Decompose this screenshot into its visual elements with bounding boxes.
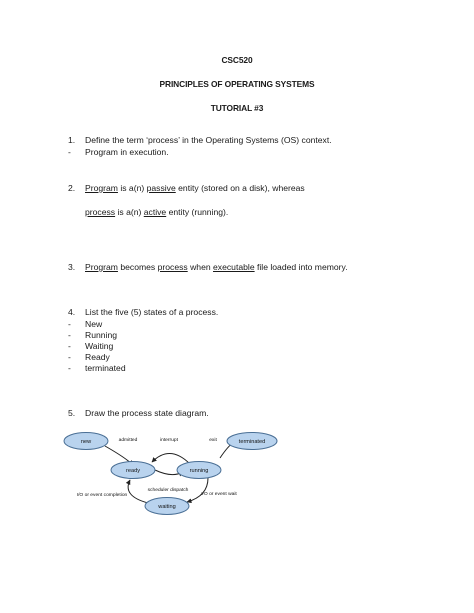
- label-interrupt: interrupt: [160, 438, 178, 443]
- q2-text-1: is a(n): [117, 183, 147, 193]
- state-label-ready: ready: [126, 468, 140, 474]
- state-item-new: New: [85, 319, 103, 329]
- label-admitted: admitted: [118, 438, 138, 443]
- arrow-interrupt: [152, 453, 190, 464]
- q3-number: 3.: [68, 262, 76, 272]
- state-item-ready: Ready: [85, 352, 110, 362]
- tutorial-title: TUTORIAL #3: [210, 103, 264, 113]
- q3-word-program: Program: [85, 262, 118, 272]
- state-label-terminated: terminated: [238, 439, 266, 445]
- arrow-io-wait: [187, 478, 208, 502]
- label-exit: exit: [209, 438, 217, 443]
- state-item-running: Running: [85, 330, 118, 340]
- label-io-completion: I/O or event completion: [76, 493, 128, 498]
- label-scheduler-dispatch: scheduler dispatch: [147, 488, 189, 493]
- q4-bullet: -: [68, 330, 71, 340]
- state-item-waiting: Waiting: [85, 341, 114, 351]
- arrow-io-completion: [128, 480, 148, 503]
- q5-number: 5.: [68, 408, 76, 418]
- q5-question: Draw the process state diagram.: [85, 408, 209, 418]
- q1-number: 1.: [68, 135, 76, 145]
- q3-word-executable: executable: [213, 262, 255, 272]
- q2-word-program: Program: [85, 183, 118, 193]
- course-code: CSC520: [221, 55, 253, 65]
- state-label-running: running: [189, 468, 209, 474]
- q2-text-3: is a(n): [115, 207, 144, 217]
- state-label-new: new: [80, 439, 92, 445]
- q2-word-process: process: [85, 207, 116, 217]
- q4-bullet: -: [68, 341, 71, 351]
- q3-text-3: file loaded into memory.: [254, 262, 348, 272]
- q1-answer: Program in execution.: [85, 147, 169, 157]
- q1-bullet: -: [68, 147, 71, 157]
- label-io-wait: I/O or event wait: [201, 492, 237, 497]
- state-item-terminated: terminated: [85, 363, 126, 373]
- q4-question: List the five (5) states of a process.: [85, 307, 219, 317]
- q4-bullet: -: [68, 319, 71, 329]
- q2-text-4: entity (running).: [166, 207, 229, 217]
- course-title: PRINCIPLES OF OPERATING SYSTEMS: [159, 79, 315, 89]
- q3-text-2: when: [187, 262, 214, 272]
- q3-text-1: becomes: [117, 262, 158, 272]
- q2-number: 2.: [68, 183, 76, 193]
- q2-word-passive: passive: [146, 183, 176, 193]
- q2-word-active: active: [143, 207, 167, 217]
- q3-word-process: process: [157, 262, 188, 272]
- q4-bullet: -: [68, 363, 71, 373]
- q4-bullet: -: [68, 352, 71, 362]
- q4-number: 4.: [68, 307, 76, 317]
- q2-text-2: entity (stored on a disk), whereas: [175, 183, 305, 193]
- q1-question: Define the term ‘process’ in the Operating Systems (OS) context.: [85, 135, 332, 145]
- state-label-waiting: waiting: [158, 504, 176, 510]
